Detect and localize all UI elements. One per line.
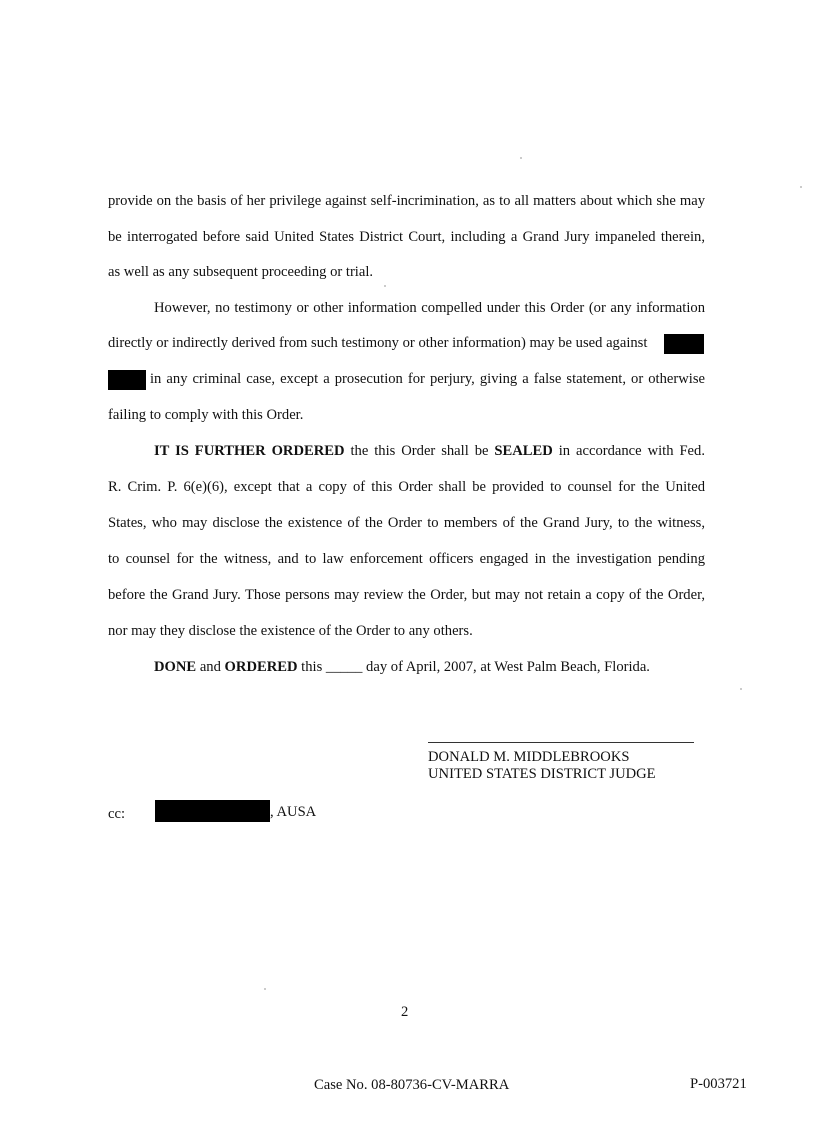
- para1-line3: as well as any subsequent proceeding or trial.: [108, 264, 374, 280]
- scan-speck: [264, 988, 266, 990]
- para1-line1: provide on the basis of her privilege against self-incrimination, as to all matters about which she may: [108, 193, 705, 209]
- redaction-box: [108, 370, 146, 390]
- para3-line6: nor may they disclose the existence of the Order to any others.: [108, 623, 473, 639]
- para2-line2: [108, 334, 705, 352]
- scan-speck: [520, 157, 522, 159]
- para3-line4: to counsel for the witness, and to law enforcement officers engaged in the investigation pending: [108, 551, 705, 567]
- para3-line1-end: in accordance with Fed.: [552, 443, 705, 459]
- scan-speck: [740, 688, 742, 690]
- judge-title: UNITED STATES DISTRICT JUDGE: [428, 766, 656, 782]
- para3-line3: States, who may disclose the existence of the Order to members of the Grand Jury, to the witness,: [108, 515, 705, 531]
- and-text: and: [196, 659, 225, 675]
- bates-number: P-003721: [690, 1076, 747, 1092]
- para3-line5: before the Grand Jury. Those persons may review the Order, but may not retain a copy of the Order,: [108, 587, 705, 603]
- cc-suffix: , AUSA: [270, 804, 317, 820]
- done-word: DONE: [154, 659, 197, 675]
- signature-line: [428, 742, 694, 743]
- redaction-box: [155, 800, 270, 822]
- further-ordered-heading: IT IS FURTHER ORDERED: [154, 443, 345, 459]
- page-number: 2: [401, 1004, 409, 1020]
- scan-speck: [800, 186, 802, 188]
- scan-speck: [384, 285, 386, 287]
- para1-line2: be interrogated before said United States District Court, including a Grand Jury impaneled therein,: [108, 229, 705, 245]
- para2-line3-text: in any criminal case, except a prosecution for perjury, giving a false statement, or otherwise: [150, 371, 705, 387]
- para2-line1: However, no testimony or other information compelled under this Order (or any information: [154, 300, 705, 316]
- ordered-word: ORDERED: [224, 659, 298, 675]
- para3-line1: [154, 442, 705, 460]
- para3-line2: R. Crim. P. 6(e)(6), except that a copy of this Order shall be provided to counsel for the United: [108, 479, 705, 495]
- cc-label: cc:: [108, 806, 126, 822]
- date-text: this _____ day of April, 2007, at West Palm Beach, Florida.: [297, 659, 650, 675]
- redaction-box: [664, 334, 704, 354]
- para2-line4: failing to comply with this Order.: [108, 407, 304, 423]
- judge-name: DONALD M. MIDDLEBROOKS: [428, 749, 630, 765]
- case-number: Case No. 08-80736-CV-MARRA: [314, 1077, 510, 1093]
- done-ordered-line: [154, 658, 650, 676]
- sealed-word: SEALED: [494, 443, 553, 459]
- para3-line1-mid: the this Order shall be: [344, 443, 495, 459]
- para2-line2-text: directly or indirectly derived from such testimony or other information) may be used against: [108, 335, 648, 351]
